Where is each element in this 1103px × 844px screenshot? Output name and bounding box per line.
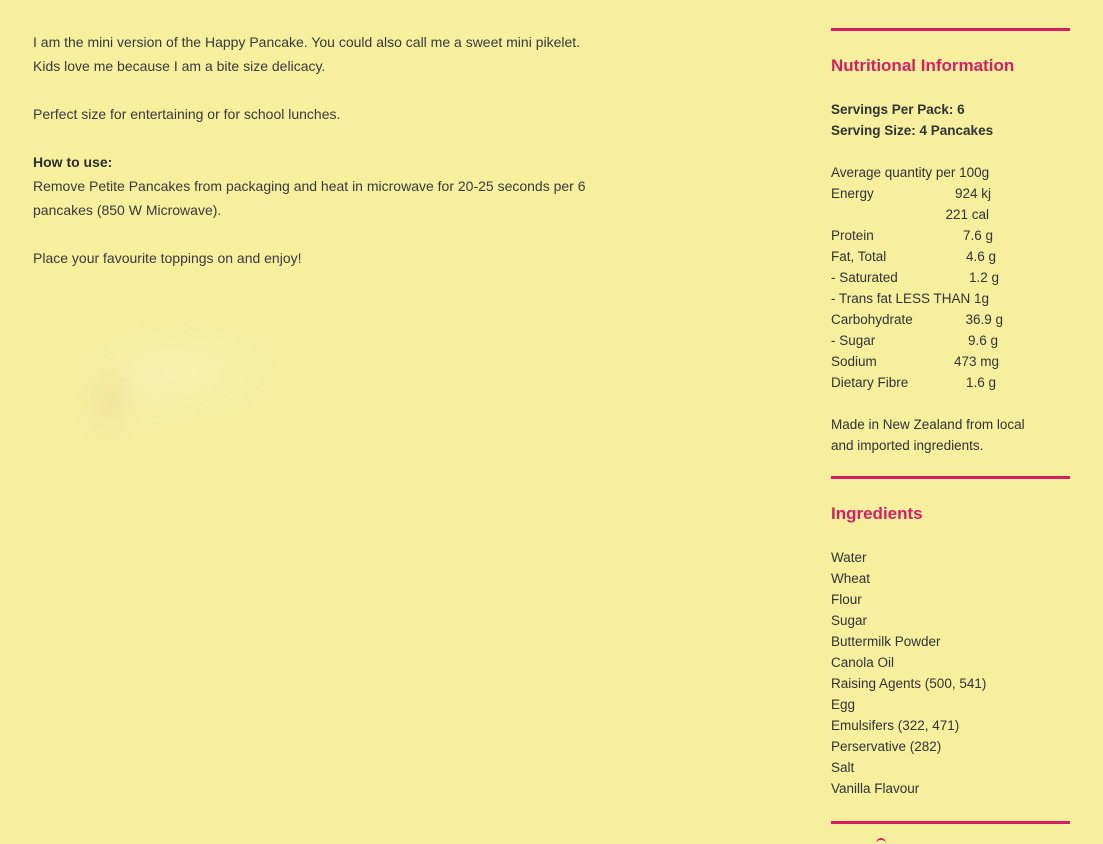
- nutrient-label: - Trans fat LESS THAN 1g: [831, 291, 990, 306]
- made-in-line: Made in New Zealand from local: [831, 417, 1025, 432]
- nutrient-value: 221 cal: [945, 207, 989, 222]
- nutrient-label: Sodium: [831, 354, 877, 369]
- product-sidebar: [831, 28, 1070, 824]
- ingredient-item: Canola Oil: [831, 655, 895, 670]
- product-image-placeholder: [35, 290, 285, 480]
- nutrient-label: Protein: [831, 228, 874, 243]
- ingredients-title: Ingredients: [831, 504, 923, 523]
- nutrition-row: [831, 351, 1070, 372]
- nutrition-row: [831, 225, 1070, 246]
- intro-paragraph: [33, 30, 633, 78]
- nutrient-label: Fat, Total: [831, 249, 887, 264]
- nutrition-title: Nutritional Information: [831, 56, 1015, 75]
- ingredient-item: Water: [831, 550, 867, 565]
- section-divider: [831, 821, 1070, 824]
- next-section-title-fragment: [876, 838, 886, 844]
- nutrition-row: [831, 372, 1070, 393]
- section-divider: [831, 476, 1070, 479]
- nutrition-panel: [831, 99, 1070, 456]
- how-to-use-section: [33, 150, 633, 222]
- how-to-use-text: pancakes (850 W Microwave).: [33, 202, 222, 218]
- average-quantity-heading: Average quantity per 100g: [831, 165, 990, 180]
- nutrient-label: - Sugar: [831, 333, 876, 348]
- servings-per-pack: Servings Per Pack: 6: [831, 102, 965, 117]
- nutrition-row: [831, 288, 1070, 309]
- nutrition-row: [831, 183, 1070, 204]
- how-to-use-heading: How to use:: [33, 154, 113, 170]
- section-divider: [831, 28, 1070, 31]
- ingredient-item: Buttermilk Powder: [831, 634, 941, 649]
- ingredient-item: Wheat: [831, 571, 871, 586]
- nutrition-row: [831, 330, 1070, 351]
- ingredient-item: Raising Agents (500, 541): [831, 676, 987, 691]
- nutrient-value: 9.6 g: [967, 333, 998, 348]
- ingredient-item: Flour: [831, 592, 862, 607]
- nutrient-value: 1.6 g: [965, 375, 996, 390]
- nutrient-label: Dietary Fibre: [831, 375, 909, 390]
- nutrient-value: 1.2 g: [968, 270, 999, 285]
- serving-size: Serving Size: 4 Pancakes: [831, 123, 994, 138]
- nutrient-label: Energy: [831, 186, 874, 201]
- product-description: [33, 30, 633, 294]
- ingredient-item: Egg: [831, 697, 856, 712]
- nutrition-row: [831, 246, 1070, 267]
- ingredient-item: Salt: [831, 760, 855, 775]
- intro-line: I am the mini version of the Happy Pancake. You could also call me a sweet mini pikelet.: [33, 34, 581, 50]
- perfect-size-text: Perfect size for entertaining or for school lunches.: [33, 106, 341, 122]
- nutrition-row: [831, 267, 1070, 288]
- ingredient-item: Perservative (282): [831, 739, 942, 754]
- toppings-text: Place your favourite toppings on and enjoy!: [33, 250, 302, 266]
- nutrient-value: 4.6 g: [965, 249, 996, 264]
- how-to-use-text: Remove Petite Pancakes from packaging and heat in microwave for 20-25 seconds per 6: [33, 178, 586, 194]
- nutrition-row: [831, 204, 1070, 225]
- made-in-text: [831, 414, 1070, 456]
- intro-line: Kids love me because I am a bite size delicacy.: [33, 58, 326, 74]
- nutrient-label: - Saturated: [831, 270, 898, 285]
- nutrient-label: Carbohydrate: [831, 312, 913, 327]
- nutrient-value: 473 mg: [953, 354, 999, 369]
- ingredients-list: [831, 547, 1070, 799]
- ingredient-item: Vanilla Flavour: [831, 781, 920, 796]
- nutrient-value: 7.6 g: [962, 228, 993, 243]
- ingredient-item: Emulsifers (322, 471): [831, 718, 960, 733]
- ingredient-item: Sugar: [831, 613, 868, 628]
- nutrition-row: [831, 309, 1070, 330]
- made-in-line: and imported ingredients.: [831, 438, 984, 453]
- nutrient-value: 924 kj: [954, 186, 991, 201]
- nutrient-value: 36.9 g: [965, 312, 1003, 327]
